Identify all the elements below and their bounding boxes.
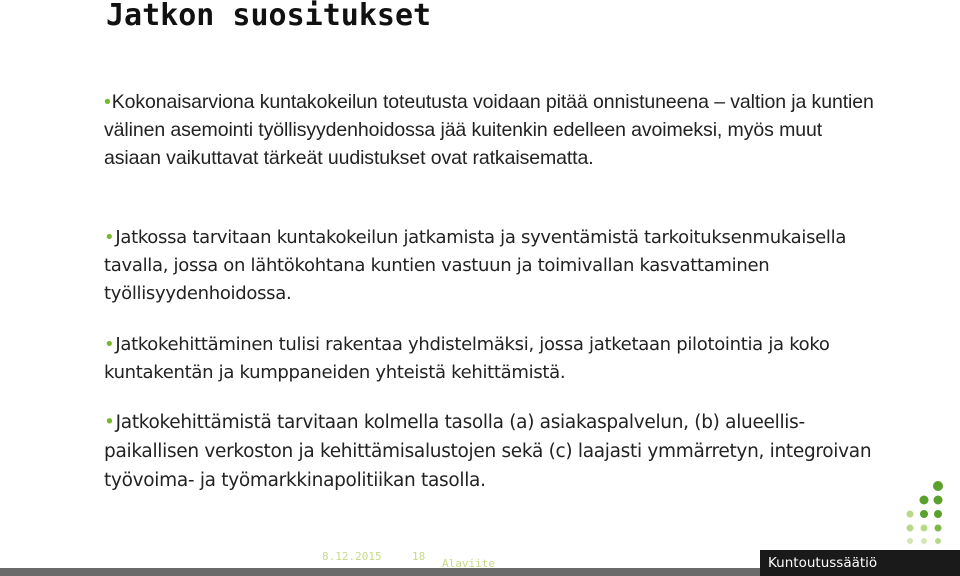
bullet-icon: • [104,334,115,355]
bullet-text: Kokonaisarviona kuntakokeilun toteutusta voidaan pitää onnistuneena – valtion ja kuntien välinen asemointi työllisyydenhoidossa jää kuitenkin edelleen avoimeksi, myös muut asiaan vaikuttavat tärkeät uudistukset ovat ratkaisematta. [104,91,874,169]
bullet-item [104,408,874,495]
bullet-item [104,224,874,308]
brand-badge [760,550,960,576]
footer-label: Alaviite [442,557,495,570]
page-title: Jatkon suositukset [106,0,432,33]
bullet-icon: • [104,91,111,113]
page-number: 18 [412,550,426,563]
bullet-icon: • [104,227,115,248]
bullet-text: Jatkossa tarvitaan kuntakokeilun jatkamista ja syventämistä tarkoituksenmukaisella tavalla, jossa on lähtökohtana kuntien vastuun ja toimivallan kasvattaminen työllisyydenhoidossa. [104,227,847,304]
bullet-item [104,88,874,172]
brand-name: Kuntoutussäätiö [768,555,878,571]
bullet-text: Jatkokehittäminen tulisi rakentaa yhdistelmäksi, jossa jatketaan pilotointia ja koko kuntakentän ja kumppaneiden yhteistä kehittämistä. [104,334,830,383]
dot-grid-logo-icon [896,478,956,548]
bullet-icon: • [104,412,115,433]
bullet-item [104,331,874,387]
footer-date: 8.12.2015 [322,550,382,563]
bullet-text: Jatkokehittämistä tarvitaan kolmella tasolla (a) asiakaspalvelun, (b) alueellis-paikallisen verkoston ja kehittämisalustojen sekä (c) laajasti ymmärretyn, integroivan työvoima- ja työmarkkinapolitiikan tasolla. [104,412,872,491]
